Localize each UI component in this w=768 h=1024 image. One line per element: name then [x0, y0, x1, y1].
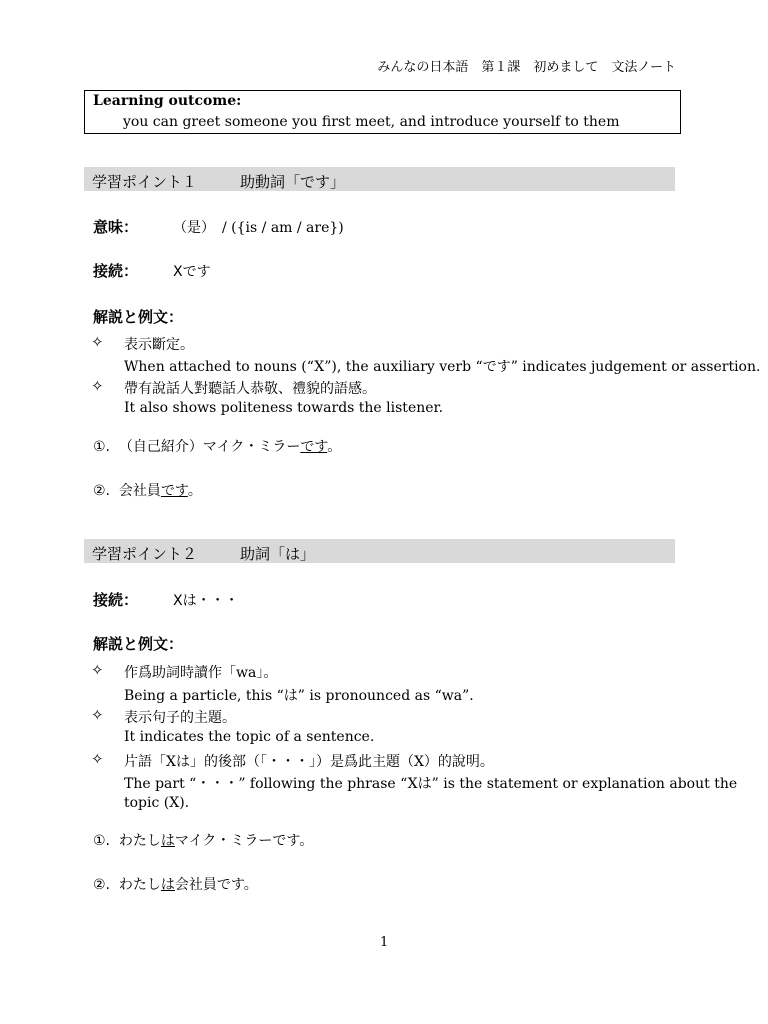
- example-number: ②.: [93, 877, 111, 893]
- example-text: 。: [187, 483, 202, 499]
- explanation-label: 解説と例文：: [93, 308, 184, 326]
- page-number: 1: [380, 935, 389, 950]
- section-2-heading: 学習ポイント２: [92, 545, 198, 563]
- bullet-zh: 表示斷定。: [124, 337, 194, 353]
- bullet-en: It also shows politeness towards the listener.: [124, 400, 444, 416]
- bullet-zh: 作爲助詞時讀作「wa」。: [124, 665, 278, 681]
- connection-value: Xです: [173, 264, 211, 280]
- example-number: ②.: [93, 483, 111, 499]
- diamond-star-icon: ✧: [91, 377, 104, 395]
- bullet-zh: 表示句子的主題。: [124, 710, 236, 726]
- document-header: みんなの日本語 第１課 初めまして 文法ノート: [377, 60, 676, 75]
- example-text: マイク・ミラーです。: [174, 833, 314, 849]
- example-sentence: [93, 874, 258, 894]
- learning-outcome-text: you can greet someone you first meet, and introduce yourself to them: [123, 114, 620, 130]
- example-sentence: [93, 830, 313, 850]
- bullet-zh: 帶有說話人對聽話人恭敬、禮貌的語感。: [124, 381, 376, 397]
- example-number: ①.: [93, 439, 111, 455]
- section-1-topic: 助動詞「です」: [240, 173, 346, 191]
- diamond-star-icon: ✧: [91, 706, 104, 724]
- connection-label: 接続：: [93, 591, 139, 609]
- example-sentence: [93, 436, 341, 456]
- example-text: 会社員です。: [174, 877, 258, 893]
- example-underlined: は: [160, 877, 175, 893]
- example-text: わたし: [118, 877, 161, 893]
- example-text: わたし: [118, 833, 161, 849]
- section-1-heading: 学習ポイント１: [92, 173, 198, 191]
- bullet-en: topic (X).: [124, 795, 190, 811]
- section-1-heading-band: [84, 167, 675, 191]
- example-text: 。: [327, 439, 342, 455]
- bullet-en: When attached to nouns (“X”), the auxiliary verb “です” indicates judgement or assertion.: [124, 359, 761, 375]
- bullet-en: It indicates the topic of a sentence.: [124, 729, 375, 745]
- diamond-star-icon: ✧: [91, 661, 104, 679]
- bullet-zh: 片語「Xは」的後部（「・・・」）是爲此主題（X）的說明。: [124, 754, 494, 770]
- connection-label: 接続：: [93, 262, 139, 280]
- meaning-value: （是） / ({is / am / are}): [173, 220, 344, 236]
- meaning-label: 意味：: [93, 218, 139, 236]
- section-2-topic: 助詞「は」: [240, 545, 316, 563]
- learning-outcome-box: [84, 90, 681, 134]
- section-2-heading-band: [84, 539, 675, 563]
- bullet-en: Being a particle, this “は” is pronounced as “wa”.: [124, 688, 474, 704]
- example-sentence: [93, 480, 202, 500]
- connection-value: Xは・・・: [173, 593, 239, 609]
- diamond-star-icon: ✧: [91, 750, 104, 768]
- explanation-label: 解説と例文：: [93, 635, 184, 653]
- example-underlined: です: [300, 439, 328, 455]
- example-text: （自己紹介）マイク・ミラー: [118, 439, 301, 455]
- example-text: 会社員: [118, 483, 161, 499]
- bullet-en: The part “・・・” following the phrase “Xは” is the statement or explanation about the: [124, 776, 738, 792]
- example-number: ①.: [93, 833, 111, 849]
- learning-outcome-title: Learning outcome:: [93, 93, 242, 109]
- example-underlined: は: [160, 833, 175, 849]
- example-underlined: です: [160, 483, 188, 499]
- diamond-star-icon: ✧: [91, 333, 104, 351]
